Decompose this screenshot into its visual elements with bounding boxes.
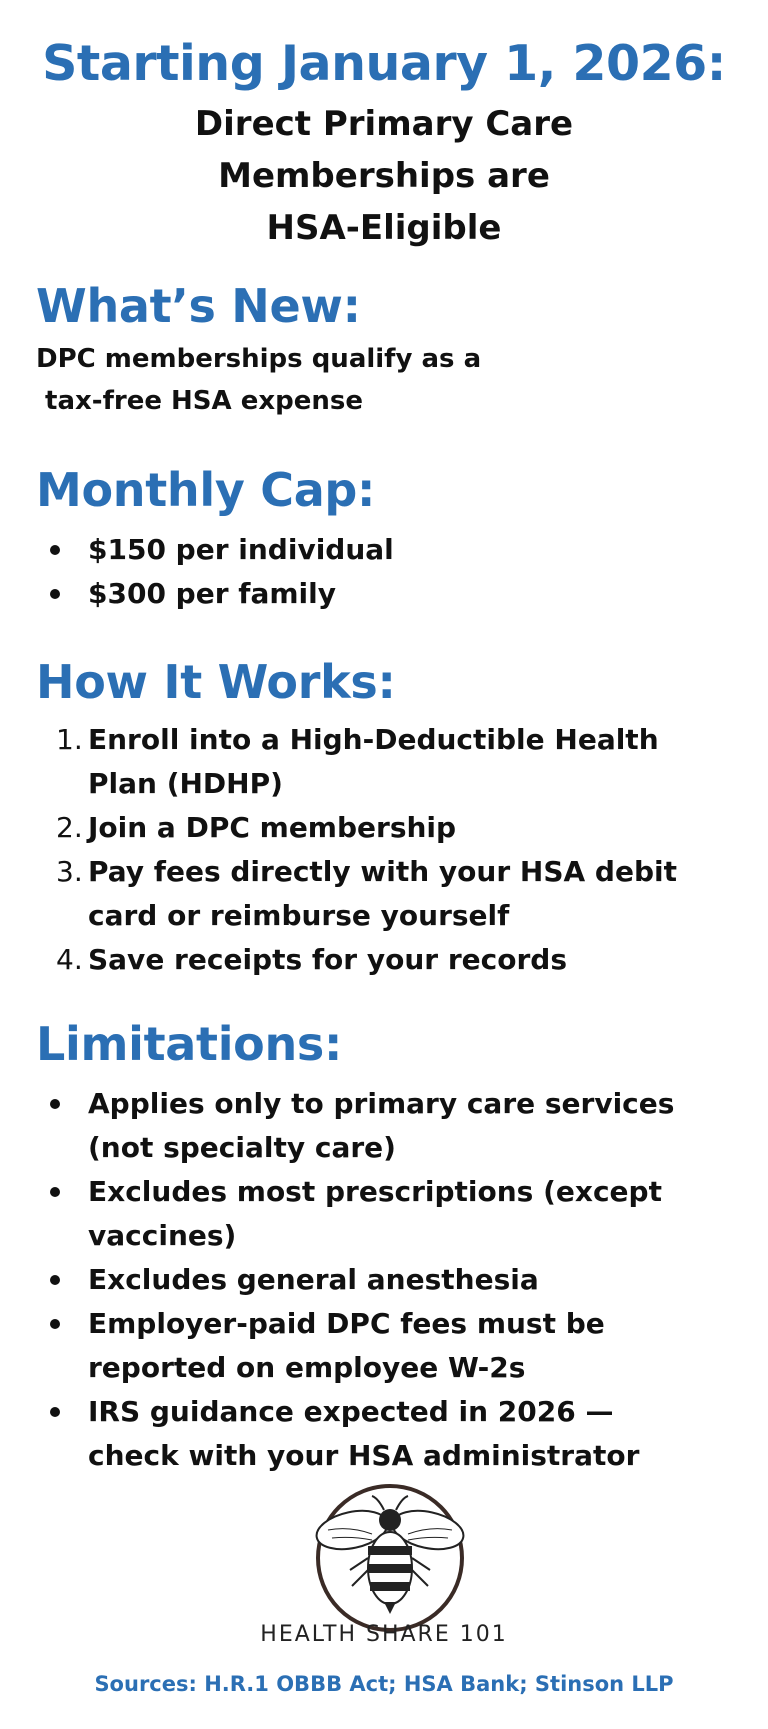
monthly-cap-heading: Monthly Cap: (36, 463, 376, 517)
step-item (0, 850, 708, 938)
sources-text: Sources: H.R.1 OBBB Act; HSA Bank; Stinson LLP (94, 1672, 674, 1696)
list-item: IRS guidance expected in 2026 — check with your HSA administrator (0, 1390, 708, 1478)
how-it-works-steps (0, 718, 768, 982)
page-title: Starting January 1, 2026: (42, 35, 726, 92)
monthly-cap-list (0, 528, 768, 616)
whats-new-text (36, 338, 481, 422)
page-subtitle (0, 98, 768, 254)
step-item (0, 806, 708, 850)
bee-logo-icon (310, 1478, 470, 1638)
step-item (0, 718, 708, 806)
brand-name: HEALTH SHARE 101 (260, 1622, 508, 1647)
whats-new-line: tax-free HSA expense (36, 386, 363, 416)
step-text: Join a DPC membership (88, 811, 457, 844)
list-item: $300 per family (0, 572, 708, 616)
step-text: Save receipts for your records (88, 943, 567, 976)
step-number: 3. (56, 855, 83, 888)
step-number: 4. (56, 943, 83, 976)
list-item: Employer-paid DPC fees must be reported on employee W-2s (0, 1302, 708, 1390)
step-text: Enroll into a High-Deductible Health Plan (HDHP) (88, 723, 659, 800)
whats-new-heading: What’s New: (36, 279, 361, 333)
step-number: 2. (56, 811, 83, 844)
step-number: 1. (56, 723, 83, 756)
list-item: $150 per individual (0, 528, 708, 572)
subtitle-line: Memberships are (218, 156, 550, 196)
list-item: Excludes most prescriptions (except vaccines) (0, 1170, 708, 1258)
step-text: Pay fees directly with your HSA debit card or reimburse yourself (88, 855, 677, 932)
list-item: Excludes general anesthesia (0, 1258, 708, 1302)
subtitle-line: Direct Primary Care (194, 104, 574, 144)
step-item (0, 938, 708, 982)
limitations-heading: Limitations: (36, 1017, 343, 1071)
how-it-works-heading: How It Works: (36, 655, 396, 709)
list-item: Applies only to primary care services (not specialty care) (0, 1082, 708, 1170)
subtitle-line: HSA-Eligible (266, 208, 502, 248)
limitations-list (0, 1082, 768, 1478)
whats-new-line: DPC memberships qualify as a (36, 344, 482, 374)
